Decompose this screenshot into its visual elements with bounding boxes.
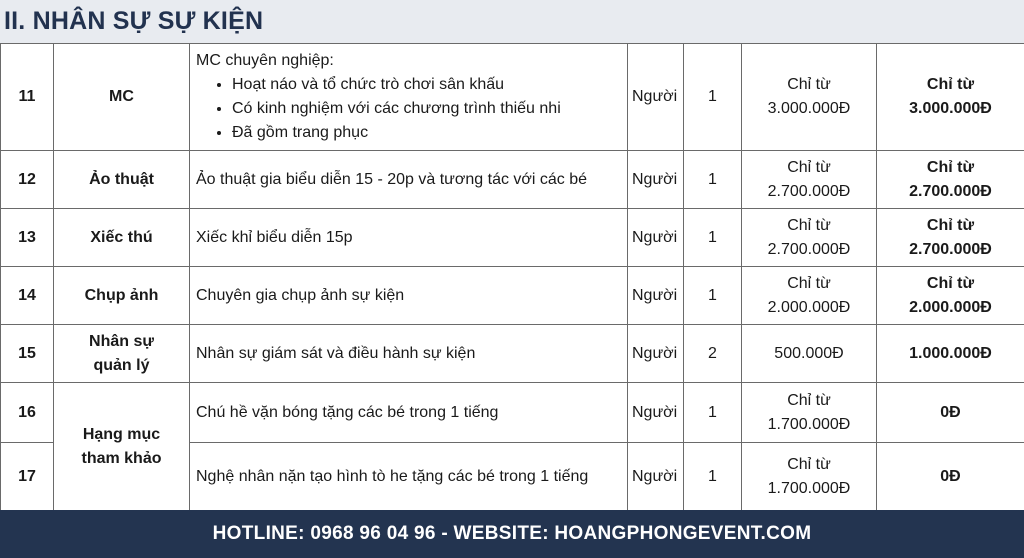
item-name-line: Ảo thuật — [89, 170, 154, 188]
item-description: Chú hề vặn bóng tặng các bé trong 1 tiếng — [190, 383, 628, 443]
price-line: Chỉ từ — [787, 158, 831, 176]
unit: Người — [628, 267, 684, 325]
total-line: 0Đ — [940, 403, 961, 421]
table-row — [1, 209, 1024, 267]
total-line: Chỉ từ — [926, 274, 975, 292]
footer-contact-bar: HOTLINE: 0968 96 04 96 - WEBSITE: HOANGPHONGEVENT.COM — [0, 510, 1024, 558]
total-line: Chỉ từ — [926, 76, 975, 93]
row-number: 12 — [1, 151, 54, 209]
total-line: 1.000.000Đ — [909, 344, 992, 362]
price-line: 1.700.000Đ — [767, 415, 851, 433]
price-line: 2.700.000Đ — [767, 240, 851, 258]
total-price — [877, 325, 1024, 383]
total-price — [877, 151, 1024, 209]
unit-price — [742, 443, 877, 511]
table-row — [1, 325, 1024, 383]
quantity: 1 — [684, 44, 742, 151]
item-name-line: Hạng mục — [82, 425, 161, 443]
total-price — [877, 44, 1024, 151]
item-name-line: Chụp ảnh — [84, 286, 159, 304]
item-name — [54, 44, 190, 151]
bullet-item: • Có kinh nghiệm với các chương trình thiếu nhi — [232, 97, 627, 121]
price-table — [0, 43, 1024, 511]
total-price — [877, 383, 1024, 443]
total-line: 2.000.000Đ — [909, 298, 992, 316]
row-number: 11 — [1, 44, 54, 151]
price-line: Chỉ từ — [787, 274, 831, 292]
quantity: 1 — [684, 383, 742, 443]
total-line: 2.700.000Đ — [909, 240, 992, 258]
bullet-list — [196, 73, 627, 145]
total-price — [877, 267, 1024, 325]
bullet-item: • Hoạt náo và tổ chức trò chơi sân khấu — [232, 73, 627, 97]
unit-price — [742, 325, 877, 383]
quantity: 1 — [684, 151, 742, 209]
quantity: 1 — [684, 267, 742, 325]
item-name-line: Xiếc thú — [90, 228, 153, 246]
item-description: Ảo thuật gia biểu diễn 15 - 20p và tương tác với các bé — [190, 151, 628, 209]
section-header — [0, 0, 1024, 44]
item-description: Chuyên gia chụp ảnh sự kiện — [190, 267, 628, 325]
row-number: 13 — [1, 209, 54, 267]
row-number: 14 — [1, 267, 54, 325]
unit: Người — [628, 383, 684, 443]
item-description — [190, 44, 628, 151]
quantity: 1 — [684, 443, 742, 511]
unit-price — [742, 209, 877, 267]
total-price — [877, 443, 1024, 511]
price-line: Chỉ từ — [787, 455, 831, 473]
price-line: 500.000Đ — [774, 344, 844, 362]
row-number: 15 — [1, 325, 54, 383]
item-name-line: quản lý — [93, 356, 150, 374]
price-line: Chỉ từ — [787, 391, 831, 409]
table-row — [1, 151, 1024, 209]
unit-price — [742, 383, 877, 443]
table-row — [1, 267, 1024, 325]
section-title: II. NHÂN SỰ SỰ KIỆN — [4, 7, 264, 35]
unit: Người — [628, 151, 684, 209]
total-line: Chỉ từ — [926, 158, 975, 176]
item-name — [54, 267, 190, 325]
item-name — [54, 325, 190, 383]
unit: Người — [628, 44, 684, 151]
price-line: 3.000.000Đ — [767, 100, 851, 117]
item-name — [54, 151, 190, 209]
total-line: Chỉ từ — [926, 216, 975, 234]
unit: Người — [628, 325, 684, 383]
unit: Người — [628, 209, 684, 267]
total-line: 0Đ — [940, 467, 961, 485]
item-name-line: tham khảo — [81, 449, 162, 467]
price-line: 2.000.000Đ — [767, 298, 851, 316]
unit-price — [742, 267, 877, 325]
quantity: 2 — [684, 325, 742, 383]
row-number: 17 — [1, 443, 54, 511]
bullet-item: • Đã gồm trang phục — [232, 121, 627, 145]
item-name — [54, 209, 190, 267]
total-line: 3.000.000Đ — [909, 100, 992, 117]
item-description: Nghệ nhân nặn tạo hình tò he tặng các bé trong 1 tiếng — [190, 443, 628, 511]
price-line: 2.700.000Đ — [767, 182, 851, 200]
row-number: 16 — [1, 383, 54, 443]
item-name — [54, 383, 190, 511]
price-line: Chỉ từ — [787, 216, 831, 234]
table-row — [1, 383, 1024, 443]
description-intro: MC chuyên nghiệp: — [196, 52, 334, 69]
quantity: 1 — [684, 209, 742, 267]
price-line: Chỉ từ — [787, 76, 831, 93]
table-row — [1, 44, 1024, 151]
total-price — [877, 209, 1024, 267]
unit: Người — [628, 443, 684, 511]
item-name-line: Nhân sự — [89, 332, 154, 350]
item-description: Nhân sự giám sát và điều hành sự kiện — [190, 325, 628, 383]
unit-price — [742, 151, 877, 209]
unit-price — [742, 44, 877, 151]
item-description: Xiếc khỉ biểu diễn 15p — [190, 209, 628, 267]
item-name-line: MC — [109, 88, 134, 105]
price-line: 1.700.000Đ — [767, 479, 851, 497]
total-line: 2.700.000Đ — [909, 182, 992, 200]
